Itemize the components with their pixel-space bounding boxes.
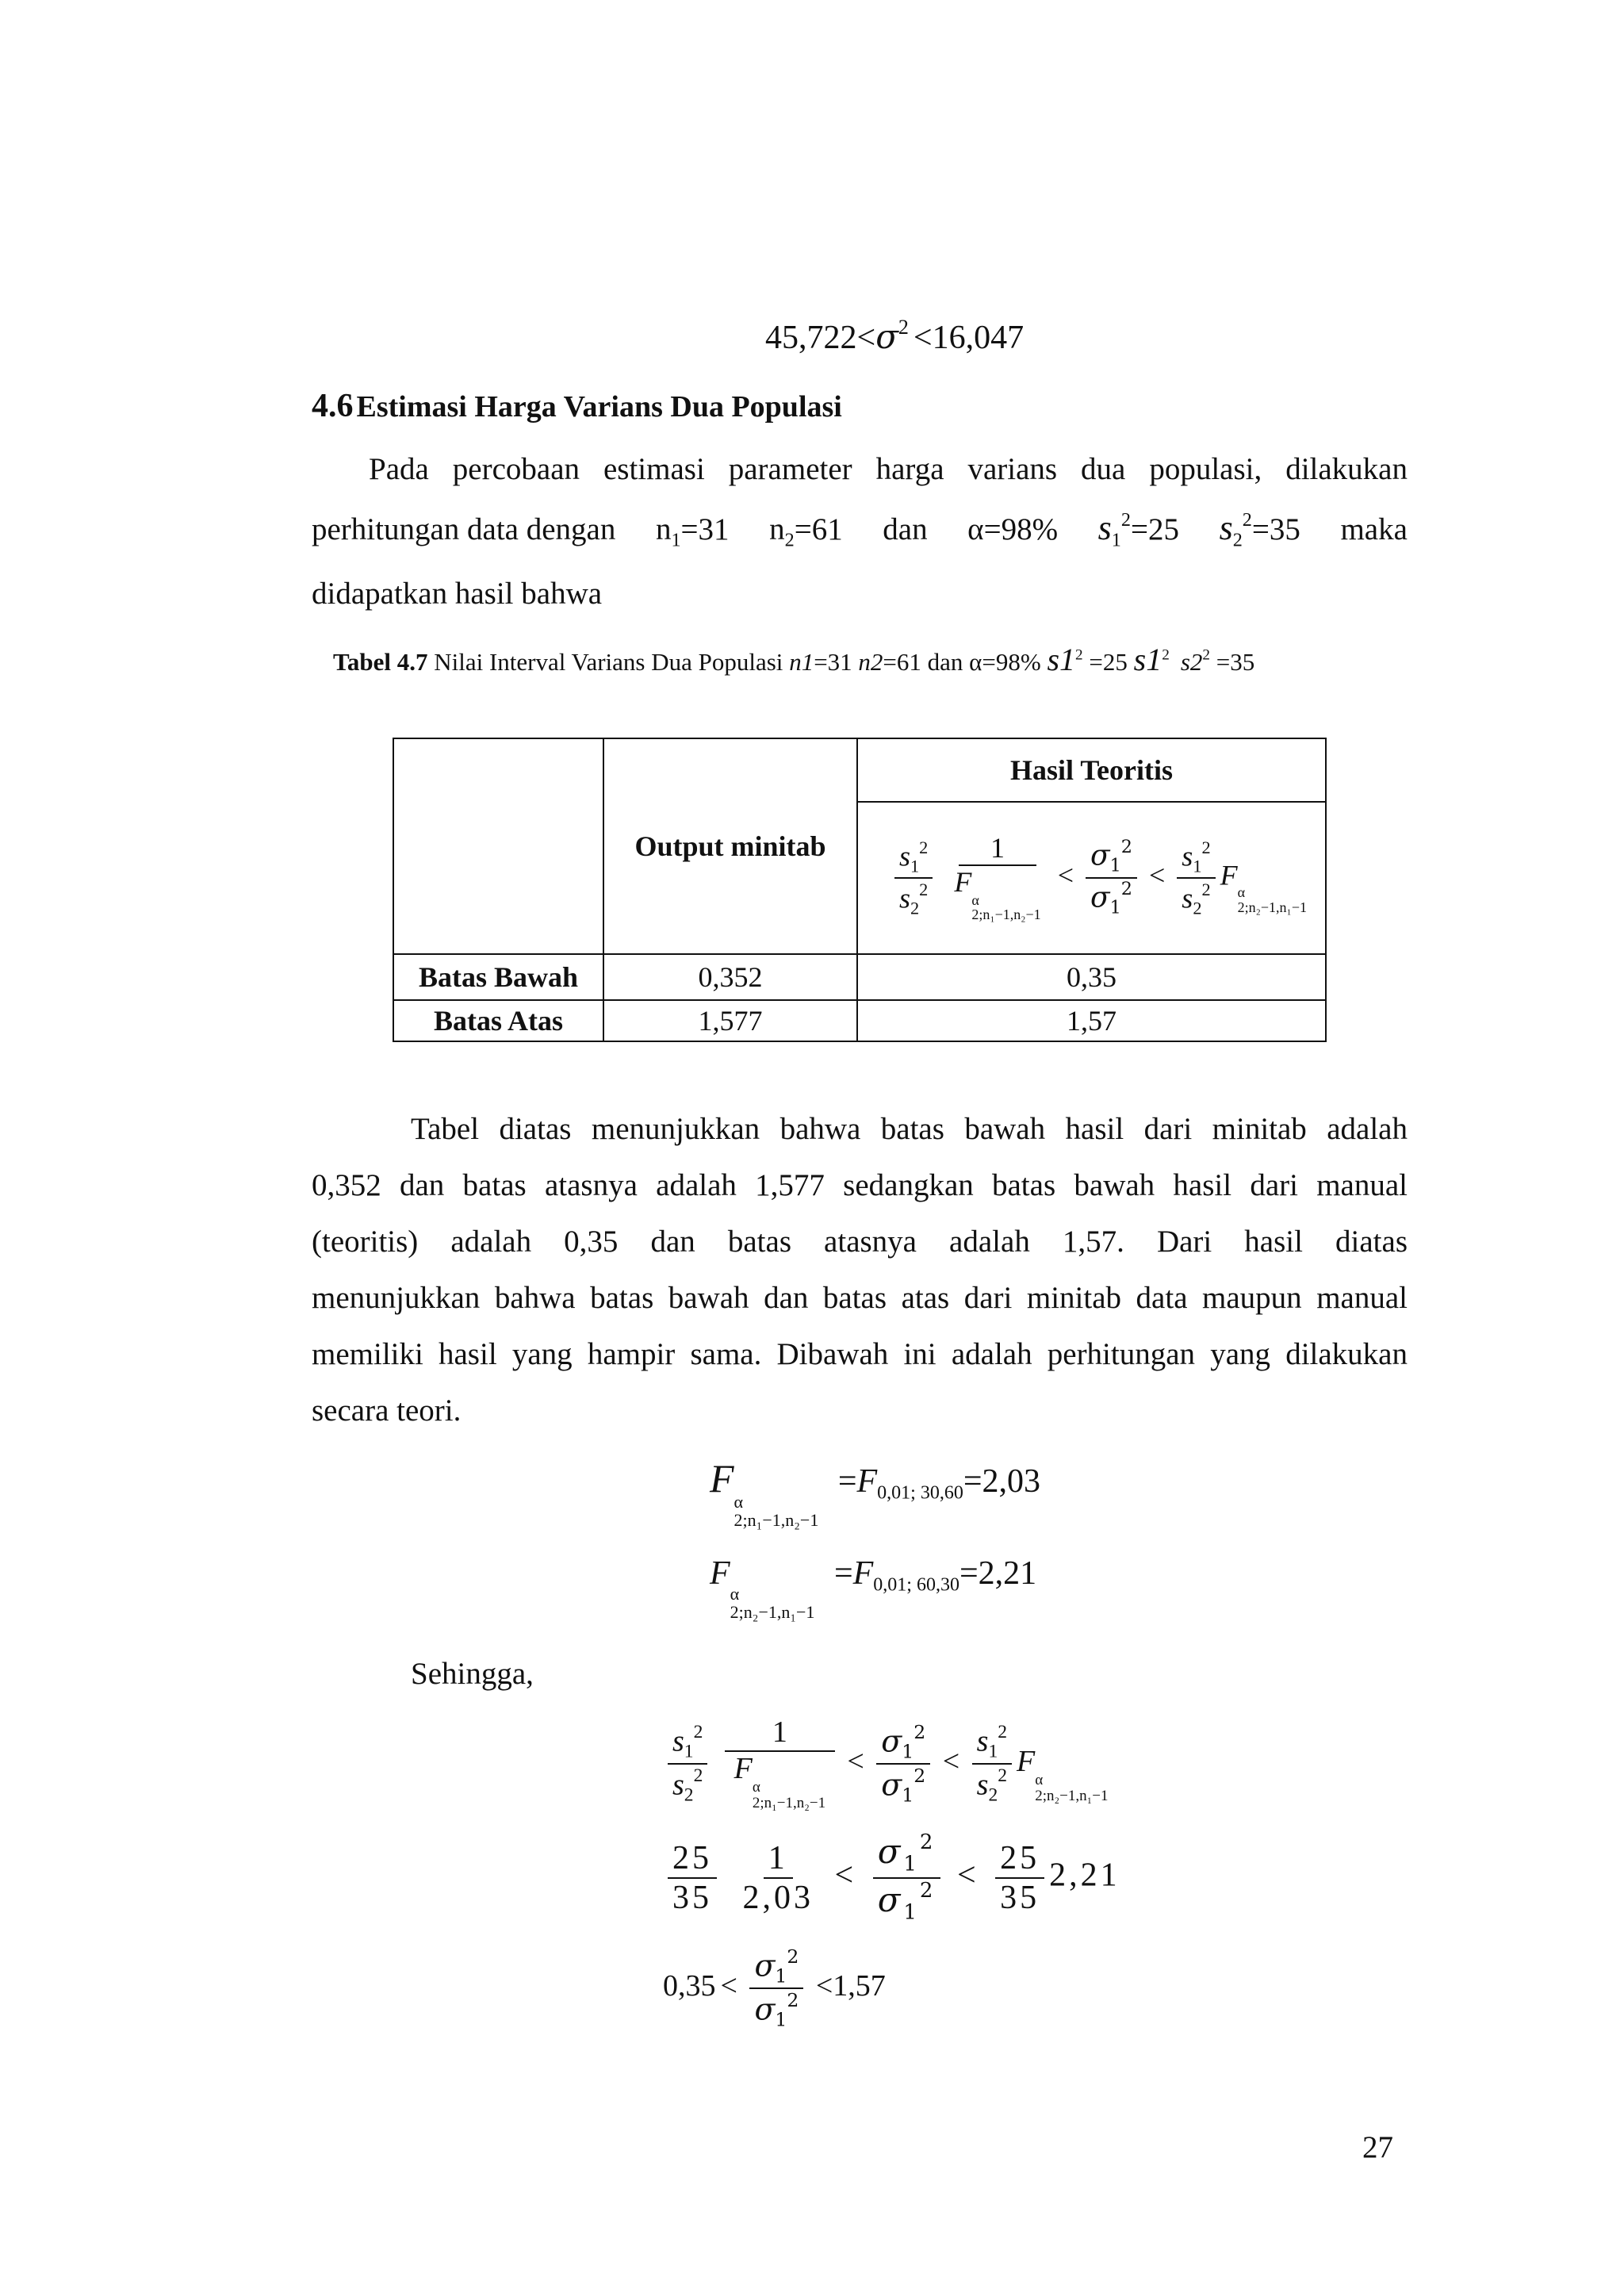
intro-text: didapatkan hasil bahwa [312, 577, 603, 611]
variance-interval-equation [765, 316, 1024, 357]
index-text [1035, 1788, 1108, 1804]
caption-n1: n1 [789, 648, 814, 676]
frac-den [972, 1765, 1012, 1805]
frac-num [876, 1720, 930, 1765]
sigma-ratio-fraction [1086, 838, 1137, 918]
inverse-f-fraction [725, 1717, 835, 1811]
row-label [393, 1000, 603, 1041]
frac-den: 35 [1000, 1879, 1040, 1916]
sehingga-label [411, 1656, 534, 1692]
final-inequality [663, 1947, 886, 2030]
sigma: σ [1090, 839, 1110, 872]
variance-interval-table [393, 738, 1327, 1042]
minitab-value: 1,577 [698, 1005, 763, 1037]
f-symbol: F [1220, 859, 1238, 891]
s-symbol: s [672, 1768, 684, 1802]
index-text [971, 907, 1040, 922]
idx: ;n₁−1,n₂−1 [760, 1794, 826, 1811]
intro-text: dan [883, 512, 928, 546]
table-row [393, 1000, 1326, 1041]
f-symbol: F [1017, 1745, 1036, 1779]
table-empty-cell [393, 738, 603, 954]
sub: 1 [988, 1741, 998, 1762]
caption-text: =35 [1210, 648, 1255, 676]
frac-den [1086, 879, 1137, 918]
row-minitab [603, 954, 857, 1000]
exp: 2 [914, 1720, 926, 1743]
frac-num [972, 1723, 1012, 1765]
sub: 1 [910, 856, 920, 876]
frac-num [668, 1723, 707, 1765]
header-hasil-label: Hasil Teoritis [1009, 754, 1174, 786]
sub: 2 [1193, 898, 1202, 918]
alpha: α [1237, 884, 1246, 901]
numeric-inequality [663, 1832, 1120, 1923]
discussion-text: Tabel diatas menunjukkan bahwa batas bawah hasil dari minitab adalah [411, 1112, 1408, 1146]
frac-num [749, 1947, 803, 1989]
alpha: α [1035, 1772, 1044, 1789]
discussion-paragraph [312, 1101, 1408, 1439]
sub: 2 [910, 898, 920, 918]
exp: 2 [998, 1765, 1008, 1787]
f-symbol: F [710, 1456, 734, 1501]
frac-num: 1 [725, 1717, 835, 1752]
f-index [730, 1585, 815, 1621]
sub: 1 [1109, 897, 1121, 918]
discussion-line [312, 1157, 1408, 1213]
caption-exp: 2 [1202, 646, 1211, 664]
caption-text: =31 [814, 648, 859, 676]
lt: < [847, 1745, 864, 1779]
s-symbol: s [1182, 882, 1193, 914]
frac-den [730, 1752, 830, 1811]
sub: 1 [902, 1740, 914, 1763]
alpha-value: α=98% [967, 512, 1059, 546]
eq-lt: < [856, 320, 876, 357]
frac-num [1177, 838, 1215, 879]
half: 2 [1035, 1788, 1043, 1805]
exp: 2 [919, 1878, 936, 1903]
eq-right-value: 16,047 [932, 320, 1025, 357]
sub: 1 [775, 2009, 787, 2032]
s-symbol: s [1219, 508, 1233, 547]
f-index [1035, 1773, 1108, 1804]
discussion-text: 0,352 dan batas atasnya adalah 1,577 sedangkan batas bawah hasil dari manual [312, 1168, 1408, 1202]
frac-den [668, 1765, 707, 1805]
caption-n2: n2 [858, 648, 883, 676]
eq-exp: 2 [898, 316, 909, 339]
header-output-label: Output minitab [634, 830, 826, 862]
table-caption [333, 641, 1254, 678]
intro-text: maka [1340, 512, 1408, 546]
discussion-text: (teoritis) adalah 0,35 dan batas atasnya adalah 1,57. Dari hasil diatas [312, 1225, 1408, 1259]
s-sub: 1 [1111, 529, 1121, 551]
f-index [753, 1780, 825, 1811]
eq-lt: < [913, 320, 933, 357]
frac-den: 35 [672, 1879, 712, 1916]
idx: ;n₂−1,n₁−1 [738, 1601, 815, 1622]
row-teoritis [857, 954, 1326, 1000]
sub: 1 [903, 1900, 920, 1924]
discussion-text: menunjukkan bahwa batas bawah dan batas atas dari minitab data maupun manual [312, 1281, 1408, 1315]
n-value: =61 [794, 512, 843, 546]
f-value: 2,21 [1049, 1857, 1120, 1894]
lt: < [956, 1857, 979, 1894]
discussion-line [312, 1213, 1408, 1270]
f-idx: 0,01; 30,60 [877, 1482, 963, 1504]
final-high: 1,57 [833, 1969, 886, 2003]
lt: < [834, 1857, 857, 1894]
sigma: σ [1090, 881, 1110, 914]
eq-sigma: σ [875, 317, 898, 357]
half: 2 [752, 1794, 760, 1811]
sub: 1 [903, 1852, 920, 1876]
eq-sign: = [833, 1555, 853, 1592]
discussion-text: secara teori. [312, 1393, 462, 1428]
f-index [1238, 885, 1307, 915]
sigma: σ [754, 1991, 776, 2027]
s-exp: 2 [1242, 509, 1252, 531]
exp: 2 [1201, 879, 1211, 899]
symbolic-inequality [663, 1717, 1108, 1811]
sigma-ratio-fraction [749, 1947, 803, 2030]
caption-text: =61 dan α=98% [883, 648, 1048, 676]
exp: 2 [1120, 837, 1132, 858]
frac-den [894, 879, 933, 918]
s2-value [1220, 508, 1300, 551]
alpha: α [752, 1778, 760, 1796]
exp: 2 [693, 1765, 703, 1787]
f-symbol: F [954, 866, 972, 899]
caption-exp: 2 [1162, 646, 1170, 664]
f-symbol: F [856, 1463, 878, 1500]
exp: 2 [998, 1721, 1008, 1742]
sub: 1 [902, 1784, 914, 1807]
idx: ;n₂−1,n₁−1 [1244, 899, 1307, 916]
n-sub: 1 [671, 529, 681, 551]
frac-num [1086, 838, 1137, 879]
frac-num: 25 [668, 1841, 717, 1879]
n2-value [769, 512, 843, 551]
f-value-equation-2 [710, 1554, 1036, 1621]
caption-text: Nilai Interval Varians Dua Populasi [427, 648, 790, 676]
frac-num [873, 1832, 941, 1879]
idx: ;n₁−1,n₂−1 [979, 907, 1041, 923]
exp: 2 [1201, 838, 1211, 858]
index-text [734, 1511, 819, 1529]
frac-den [876, 1765, 930, 1805]
teoritis-value: 1,57 [1067, 1005, 1116, 1037]
discussion-line [312, 1270, 1408, 1326]
discussion-line [312, 1326, 1408, 1382]
s-sub: 2 [1232, 529, 1243, 551]
frac-num: 25 [995, 1841, 1044, 1879]
s-symbol: s [976, 1724, 989, 1758]
row-label-text: Batas Bawah [418, 961, 579, 993]
s-symbol: s [1182, 840, 1193, 872]
f-symbol: F [852, 1555, 874, 1592]
half: 2 [971, 907, 979, 923]
s-value: =35 [1251, 512, 1300, 546]
caption-s1: s1 [1133, 642, 1162, 677]
table-header-hasil [857, 738, 1326, 802]
caption-s1: s1 [1047, 642, 1076, 677]
page-number [1362, 2129, 1393, 2165]
caption-text: =25 [1082, 648, 1134, 676]
sehingga-text: Sehingga, [411, 1657, 534, 1691]
lt: < [942, 1745, 960, 1779]
f-idx: 0,01; 60,30 [873, 1574, 959, 1596]
exp: 2 [914, 1765, 926, 1788]
s-exp: 2 [1120, 509, 1131, 531]
f-symbol: F [733, 1751, 753, 1785]
intro-line-1 [369, 441, 1408, 497]
teoritis-value: 0,35 [1067, 961, 1116, 993]
idx: ;n₂−1,n₁−1 [1042, 1788, 1109, 1805]
frac-den [1177, 879, 1215, 918]
sigma: σ [881, 1723, 902, 1759]
sub: 2 [988, 1785, 998, 1807]
index-text [1238, 900, 1307, 915]
discussion-line [312, 1382, 1408, 1439]
s-symbol: s [1097, 508, 1112, 547]
intro-line-2 [312, 508, 1408, 551]
half: 2 [730, 1601, 739, 1622]
caption-s2: s2 [1180, 648, 1203, 676]
index-text [730, 1603, 815, 1621]
section-heading [312, 387, 842, 425]
s-value: =25 [1130, 512, 1179, 546]
f-result: =2,03 [963, 1463, 1041, 1500]
half: 2 [1237, 899, 1245, 916]
section-title: Estimasi Harga Varians Dua Populasi [356, 390, 842, 424]
frac-num: 1 [764, 1841, 793, 1879]
exp: 2 [919, 838, 929, 858]
discussion-line [312, 1101, 1408, 1157]
s-symbol: s [899, 882, 911, 914]
row-minitab [603, 1000, 857, 1041]
s-ratio-fraction [668, 1723, 707, 1806]
sub: 1 [1193, 856, 1202, 876]
s-ratio-fraction [1177, 838, 1215, 918]
frac-den: 2,03 [742, 1879, 814, 1916]
sigma: σ [877, 1880, 904, 1919]
table-formula-cell [857, 802, 1326, 954]
idx: ;n₁−1,n₂−1 [742, 1509, 819, 1530]
frac-num: 1 [959, 834, 1036, 867]
page-number-text: 27 [1362, 2130, 1393, 2164]
exp: 2 [787, 1945, 799, 1968]
sub: 2 [684, 1785, 694, 1807]
s-symbol: s [672, 1724, 684, 1758]
sigma: σ [877, 1832, 904, 1872]
discussion-text: memiliki hasil yang hampir sama. Dibawah ini adalah perhitungan yang dilakukan [312, 1337, 1408, 1371]
sigma: σ [754, 1948, 776, 1984]
exp: 2 [787, 1989, 799, 2012]
row-label-text: Batas Atas [433, 1005, 564, 1037]
s-symbol: s [899, 840, 911, 872]
index-text [753, 1796, 825, 1811]
exp: 2 [919, 879, 929, 899]
lt: < [815, 1969, 833, 2003]
exp: 2 [1120, 878, 1132, 899]
n-symbol: n [769, 512, 785, 546]
alpha: α [971, 891, 979, 908]
intro-text: perhitungan data dengan [312, 512, 616, 546]
n-symbol: n [655, 512, 672, 546]
exp: 2 [919, 1830, 936, 1854]
eq-sign: = [837, 1463, 857, 1500]
s-symbol: s [976, 1768, 989, 1802]
n-value: =31 [680, 512, 730, 546]
caption-label: Tabel 4.7 [333, 648, 428, 676]
f-symbol: F [710, 1555, 730, 1592]
inverse-f-value [738, 1841, 819, 1915]
table-header-output [603, 738, 857, 954]
n-sub: 2 [784, 529, 795, 551]
lt: < [1148, 859, 1166, 891]
f-result: =2,21 [959, 1555, 1037, 1592]
n1-value [656, 512, 730, 551]
minitab-value: 0,352 [698, 961, 763, 993]
sub: 1 [684, 1741, 694, 1762]
frac-den [873, 1879, 941, 1924]
sigma: σ [881, 1767, 902, 1803]
frac-den [749, 1989, 803, 2030]
f-index [971, 893, 1040, 923]
caption-exp: 2 [1075, 646, 1083, 664]
sigma-ratio-fraction [873, 1832, 941, 1923]
frac-den [949, 866, 1045, 922]
section-number: 4.6 [312, 388, 354, 424]
half: 2 [733, 1509, 743, 1530]
lt: < [720, 1969, 737, 2003]
row-label [393, 954, 603, 1000]
alpha: α [730, 1583, 740, 1604]
alpha: α [733, 1491, 744, 1512]
eq-left-value: 45,722 [765, 320, 857, 357]
f-index [734, 1493, 819, 1529]
inverse-f-fraction [949, 831, 1045, 923]
s-ratio-fraction [972, 1723, 1012, 1806]
row-teoritis [857, 1000, 1326, 1041]
sub: 1 [775, 1964, 787, 1987]
final-low: 0,35 [663, 1969, 716, 2003]
ratio-25-35 [995, 1841, 1044, 1915]
ratio-25-35 [668, 1841, 717, 1915]
sub: 1 [1109, 855, 1121, 876]
frac-num [894, 838, 933, 879]
table-row [393, 954, 1326, 1000]
f-value-equation-1 [710, 1455, 1040, 1529]
s-ratio-fraction [894, 838, 933, 918]
intro-text: Pada percobaan estimasi parameter harga varians dua populasi, dilakukan [369, 452, 1408, 486]
sigma-ratio-fraction [876, 1720, 930, 1807]
lt: < [1057, 859, 1074, 891]
intro-line-3 [312, 576, 602, 611]
s1-value [1098, 508, 1179, 551]
exp: 2 [693, 1721, 703, 1742]
